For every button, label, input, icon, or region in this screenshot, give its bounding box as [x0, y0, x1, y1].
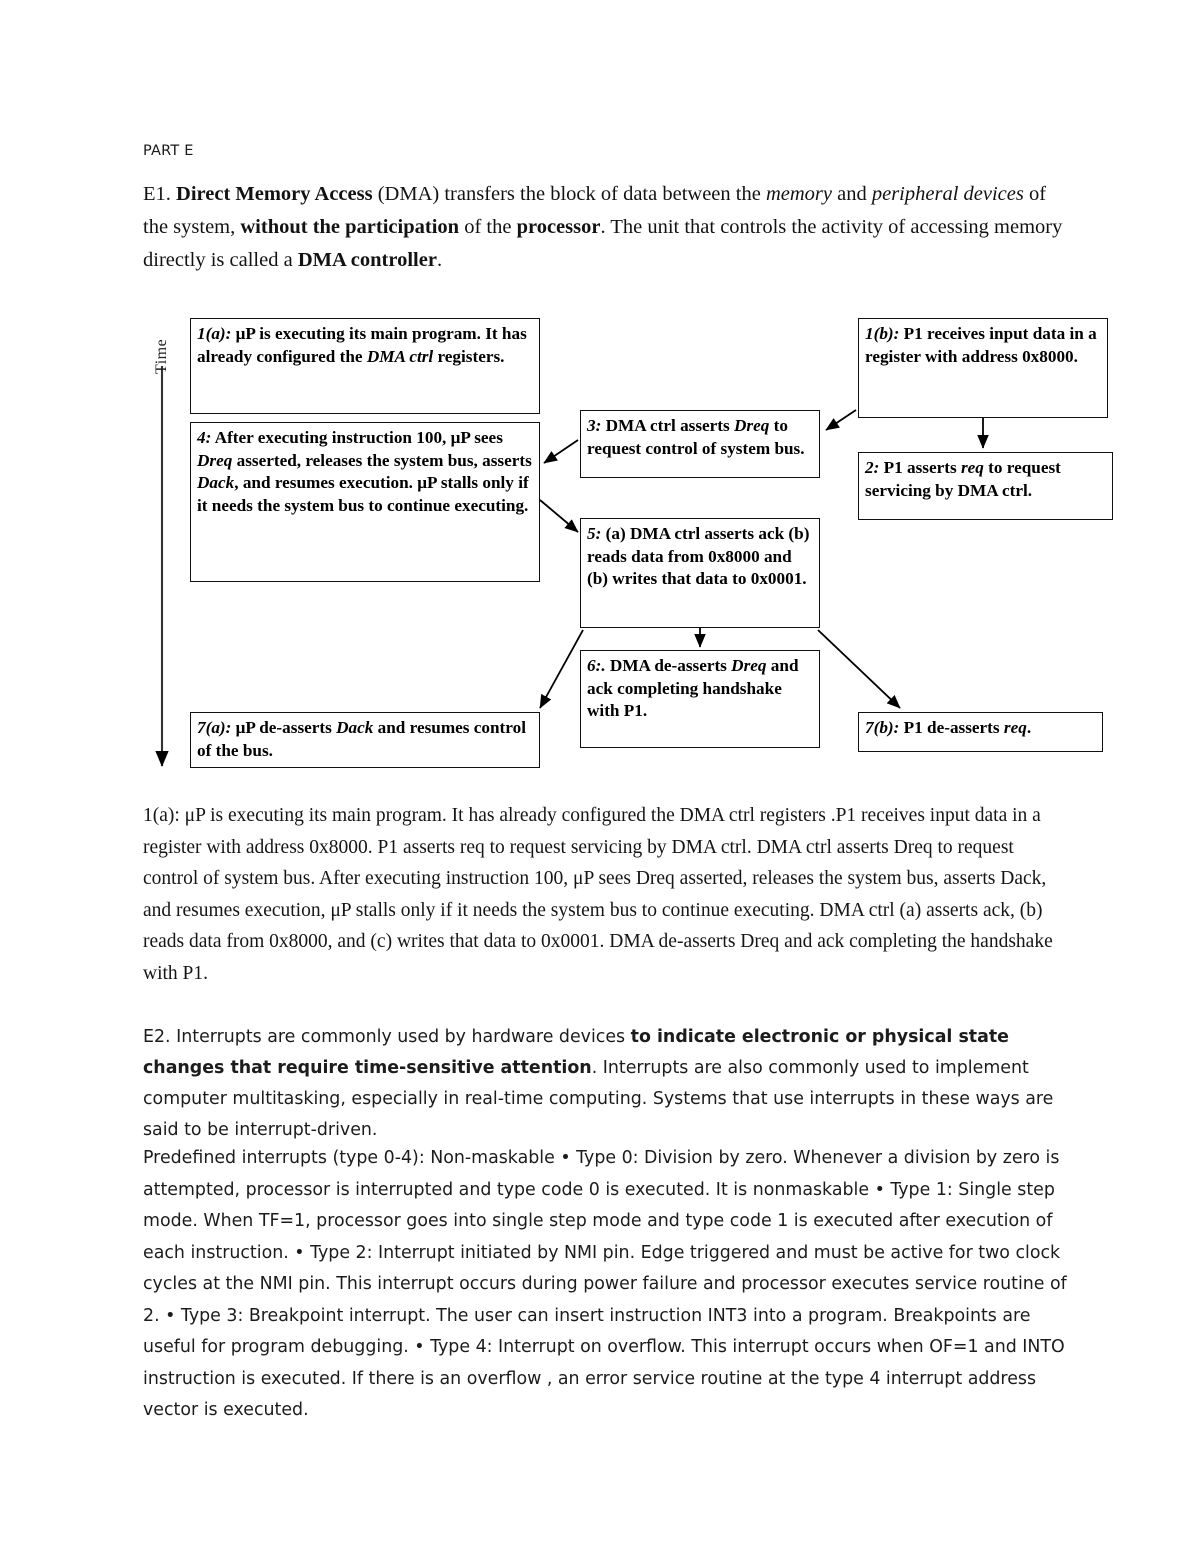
predefined-interrupts-paragraph: Predefined interrupts (type 0-4): Non-maskable • Type 0: Division by zero. Whenever a division by zero is attempted, processor is interrupted and type code 0 is executed. It is nonmaskable • Type 1: Single step mode. When TF=1, processor goes into single step mode and type code 1 is executed after execution of each instruction. • Type 2: Interrupt initiated by NMI pin. Edge triggered and must be active for two clock cycles at the NMI pin. This interrupt occurs during power failure and processor executes service routine of 2. • Type 3: Breakpoint interrupt. The user can insert instruction INT3 into a program. Breakpoints are useful for program debugging. • Type 4: Interrupt on overflow. This interrupt occurs when OF=1 and INTO instruction is executed. If there is an overflow , an error service routine at the type 4 interrupt address vector is executed.	[143, 1148, 1067, 1420]
box-2-number: 2:	[865, 458, 880, 477]
box-6-tail: and ack completing handshake with P1.	[587, 656, 799, 720]
arrow-1b-to-3	[826, 410, 856, 430]
dma-flow-diagram	[140, 300, 1140, 780]
diagram-box-6	[580, 650, 820, 748]
box-3-number: 3:	[587, 416, 602, 435]
box-4-text: After executing instruction 100, μP sees	[211, 428, 503, 447]
e1-italic-peripheral: peripheral devices	[871, 183, 1024, 205]
e1-bold-without: without the participation	[240, 216, 460, 238]
e1-intro-paragraph	[143, 178, 1063, 277]
box-7a-text: μP de-asserts	[231, 718, 337, 737]
diagram-box-4	[190, 422, 540, 582]
e2-bold: to indicate electronic or physical state changes that require time-sensitive attention	[143, 1027, 1009, 1078]
dma-summary-paragraph: 1(a): μP is executing its main program. It has already configured the DMA ctrl registers .P1 receives input data in a register with address 0x8000. P1 asserts req to request servicing by DMA ctrl. DMA ctrl asserts Dreq to request control of system bus. After executing instruction 100, μP sees Dreq asserted, releases the system bus, asserts Dack, and resumes execution, μP stalls only if it needs the system bus to continue executing. DMA ctrl (a) asserts ack, (b) reads data from 0x8000, and (c) writes that data to 0x0001. DMA de-asserts Dreq and ack completing the handshake with P1.	[143, 805, 1053, 984]
arrow-3-to-4	[544, 440, 578, 463]
diagram-box-3	[580, 410, 820, 478]
box-1a-number: 1(a):	[197, 324, 232, 343]
part-label: PART E	[143, 143, 194, 159]
box-7a-tail: and resumes control of the bus.	[197, 718, 526, 760]
e1-text-5: . The unit that controls the activity of accessing memory directly is called a	[143, 216, 1063, 271]
box-7a-number: 7(a):	[197, 718, 232, 737]
box-7a-italic: Dack	[336, 718, 374, 737]
e1-text-2: and	[831, 183, 872, 205]
e1-text-1: (DMA) transfers the block of data between the	[372, 183, 766, 205]
e2-paragraph	[143, 1022, 1068, 1146]
e1-text-6: .	[436, 249, 443, 271]
e2-prefix: E2. Interrupts are commonly used by hardware devices	[143, 1027, 631, 1047]
diagram-box-1a	[190, 318, 540, 414]
box-7b-text: P1 de-asserts	[899, 718, 1004, 737]
box-1a-text: μP is executing its main program. It has already configured the	[197, 324, 527, 366]
e1-bold-processor: processor	[516, 216, 601, 238]
diagram-box-2	[858, 452, 1113, 520]
e1-text-4: of the	[459, 216, 517, 238]
arrow-4-to-5	[540, 500, 578, 532]
e1-bold-dma: Direct Memory Access	[176, 183, 373, 205]
box-3-tail: to request control of system bus.	[587, 416, 805, 458]
box-1b-number: 1(b):	[865, 324, 900, 343]
box-1a-tail: registers.	[433, 346, 505, 366]
box-4-italic-dreq: Dreq	[197, 450, 233, 470]
box-1b-text: P1 receives input data in a register with address 0x8000.	[865, 324, 1097, 366]
box-4-number: 4:	[197, 428, 212, 447]
box-4-italic-dack: Dack	[197, 473, 235, 492]
diagram-box-7a	[190, 712, 540, 768]
diagram-box-5	[580, 518, 820, 628]
box-3-italic: Dreq	[734, 416, 770, 435]
box-3-text: DMA ctrl asserts	[601, 416, 735, 435]
arrow-5-to-7a	[540, 630, 583, 708]
box-1a-italic: DMA ctrl	[366, 346, 434, 366]
e1-bold-controller: DMA controller	[297, 249, 437, 271]
e1-italic-memory: memory	[765, 183, 832, 205]
e1-text-3: of the system,	[143, 183, 1047, 238]
box-7b-italic: req	[1003, 718, 1027, 737]
box-6-italic: Dreq	[731, 656, 767, 675]
box-6-number: 6:.	[587, 656, 606, 675]
arrow-5-to-7b	[818, 630, 900, 708]
diagram-box-7b	[858, 712, 1103, 752]
box-2-italic: req	[960, 458, 984, 477]
box-4-tail-2: , and resumes execution. μP stalls only if it needs the system bus to continue executing.	[197, 473, 529, 515]
time-axis-label: Time	[153, 338, 170, 374]
box-2-text: P1 asserts	[879, 458, 961, 477]
box-4-tail: asserted, releases the system bus, asserts	[232, 450, 532, 470]
diagram-box-1b	[858, 318, 1108, 418]
box-7b-tail: .	[1026, 718, 1032, 737]
e1-prefix: E1.	[143, 183, 177, 205]
box-5-number: 5:	[587, 524, 602, 543]
box-6-text: DMA de-asserts	[605, 656, 732, 675]
e2-suffix: . Interrupts are also commonly used to implement computer multitasking, especially in real-time computing. Systems that use interrupts in these ways are said to be interrupt-driven.	[143, 1058, 1054, 1140]
box-5-text: (a) DMA ctrl asserts ack (b) reads data from 0x8000 and (b) writes that data to 0x0001.	[587, 524, 810, 588]
box-7b-number: 7(b):	[865, 718, 900, 737]
box-2-tail: to request servicing by DMA ctrl.	[865, 458, 1061, 500]
